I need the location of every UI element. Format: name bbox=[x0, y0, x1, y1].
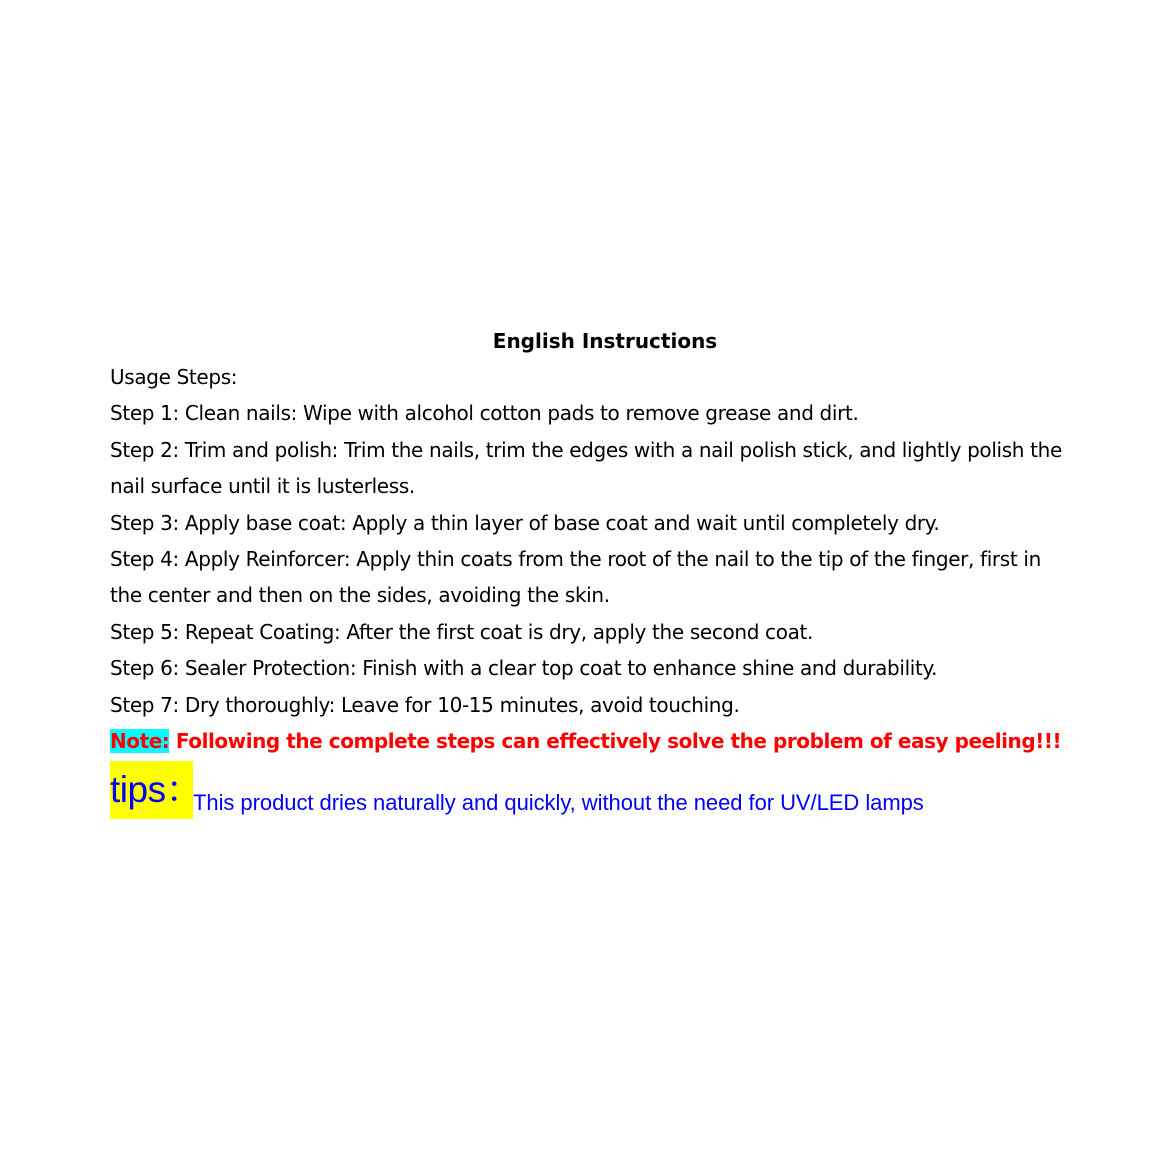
step-3-line: Step 3: Apply base coat: Apply a thin layer of base coat and wait until completely dry. bbox=[110, 510, 940, 535]
tips-text: This product dries naturally and quickly, without the need for UV/LED lamps bbox=[193, 790, 924, 816]
tips-label: tips： bbox=[110, 761, 193, 819]
note-label: Note: bbox=[110, 729, 170, 754]
step-4-continuation-line: the center and then on the sides, avoiding the skin. bbox=[110, 583, 610, 608]
usage-steps-heading: Usage Steps: bbox=[110, 365, 238, 389]
step-7-line: Step 7: Dry thoroughly: Leave for 10-15 minutes, avoid touching. bbox=[110, 692, 740, 717]
document-title: English Instructions bbox=[492, 329, 718, 353]
step-1-line: Step 1: Clean nails: Wipe with alcohol cotton pads to remove grease and dirt. bbox=[110, 401, 859, 426]
note-line bbox=[110, 723, 1110, 759]
step-6-line: Step 6: Sealer Protection: Finish with a clear top coat to enhance shine and durability. bbox=[110, 656, 938, 681]
step-5-line: Step 5: Repeat Coating: After the first coat is dry, apply the second coat. bbox=[110, 619, 813, 644]
step-4-line: Step 4: Apply Reinforcer: Apply thin coats from the root of the nail to the tip of the finger, first in bbox=[110, 547, 1041, 572]
step-2-line: Step 2: Trim and polish: Trim the nails, trim the edges with a nail polish stick, and lightly polish the bbox=[110, 437, 1062, 462]
step-2-continuation-line: nail surface until it is lusterless. bbox=[110, 474, 415, 499]
instructions-document bbox=[110, 323, 1110, 819]
tips-line bbox=[110, 761, 1110, 819]
note-text: Following the complete steps can effectively solve the problem of easy peeling!!! bbox=[169, 729, 1062, 754]
